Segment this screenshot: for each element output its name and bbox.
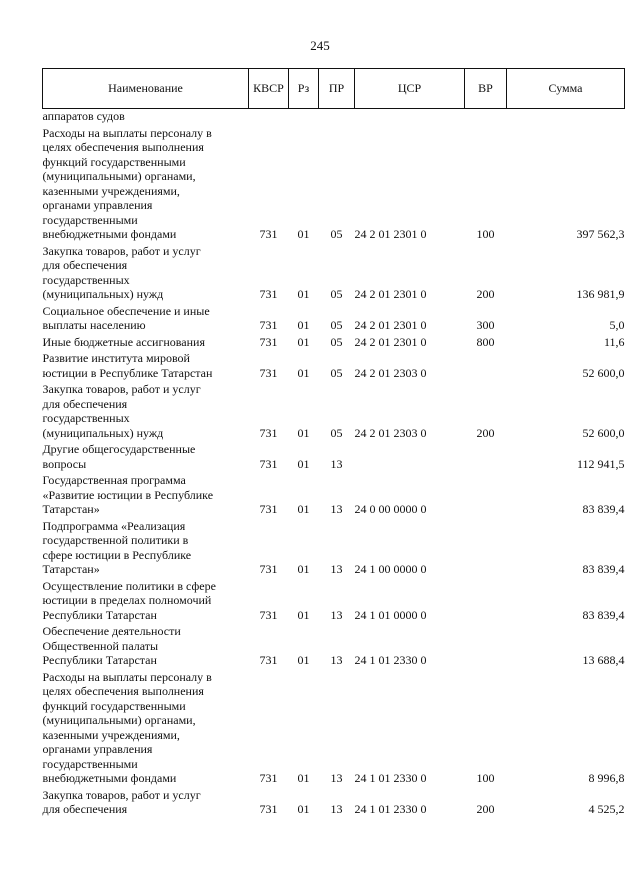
column-header-csr: ЦСР (355, 69, 465, 109)
rz-cell: 01 (297, 456, 310, 471)
name-line: органами управления (42, 198, 153, 212)
rz-cell: 01 (297, 287, 310, 301)
sum-cell: 83 839,4 (582, 502, 625, 516)
name-line: аппаратов судов (42, 109, 125, 123)
name-cell (43, 519, 249, 577)
name-cell (43, 788, 249, 817)
vr-cell (465, 442, 507, 471)
name-line: казенными учреждениями, (42, 727, 180, 742)
kvsr-cell: 731 (259, 562, 278, 576)
name-line: Республики Татарстан (42, 653, 157, 667)
name-cell (43, 579, 249, 623)
sum-cell: 112 941,5 (576, 456, 625, 471)
table-header-row (43, 69, 625, 109)
name-line: юстиции в пределах полномочий (42, 593, 212, 607)
kvsr-cell: 731 (259, 318, 278, 332)
table-row (43, 624, 625, 668)
kvsr-cell: 731 (259, 287, 278, 301)
vr-cell: 200 (476, 287, 495, 301)
column-header-rz: Рз (289, 69, 319, 109)
kvsr-cell: 731 (259, 227, 278, 241)
column-header-pr: ПР (319, 69, 355, 109)
name-line: юстиции в Республике Татарстан (42, 365, 213, 380)
rz-cell: 01 (297, 502, 310, 516)
rz-cell: 01 (297, 365, 310, 380)
vr-cell: 300 (476, 318, 495, 332)
name-cell (43, 351, 249, 380)
name-line: Татарстан» (42, 562, 100, 576)
csr-cell: 24 0 00 0000 0 (354, 502, 427, 516)
name-line: Социальное обеспечение и иные (42, 303, 210, 318)
column-header-vr: ВР (465, 69, 507, 109)
sum-cell: 13 688,4 (582, 653, 625, 667)
name-cell (43, 624, 249, 668)
table-row (43, 335, 625, 350)
sum-cell: 52 600,0 (582, 425, 625, 440)
name-line: для обеспечения (42, 258, 128, 272)
vr-cell: 100 (476, 227, 495, 241)
pr-cell: 05 (330, 318, 343, 332)
vr-cell (465, 519, 507, 577)
sum-cell: 136 981,9 (576, 287, 625, 301)
csr-cell: 24 2 01 2301 0 (354, 227, 427, 241)
table-row (43, 442, 625, 471)
name-line: функций государственными (42, 698, 186, 713)
sum-cell (507, 109, 625, 124)
name-cell (43, 442, 249, 471)
column-header-name: Наименование (43, 69, 249, 109)
kvsr-cell (249, 109, 289, 124)
pr-cell: 13 (330, 802, 343, 816)
sum-cell: 83 839,4 (582, 562, 625, 576)
csr-cell: 24 2 01 2301 0 (354, 334, 427, 349)
rz-cell: 01 (297, 653, 310, 667)
name-line: государственной политики в (42, 533, 189, 547)
rz-cell: 01 (297, 771, 310, 785)
table-row (43, 473, 625, 517)
name-line: (муниципальных) нужд (42, 425, 164, 440)
name-line: государственных (42, 411, 130, 425)
table-row (43, 519, 625, 577)
name-line: внебюджетными фондами (42, 771, 177, 785)
name-line: «Развитие юстиции в Республике (42, 487, 214, 502)
vr-cell (465, 624, 507, 668)
name-line: государственных (42, 272, 130, 287)
name-cell (43, 244, 249, 302)
table-row (43, 579, 625, 623)
name-cell (43, 304, 249, 333)
name-line: (муниципальными) органами, (42, 169, 196, 183)
budget-table (42, 68, 625, 817)
pr-cell: 05 (330, 287, 343, 301)
csr-cell: 24 1 01 2330 0 (354, 653, 427, 667)
name-line: целях обеспечения выполнения (42, 140, 204, 154)
name-line: Республики Татарстан (42, 607, 157, 622)
table-row (43, 788, 625, 817)
pr-cell: 05 (330, 425, 343, 440)
csr-cell: 24 2 01 2303 0 (354, 425, 427, 440)
name-line: Общественной палаты (42, 638, 159, 653)
kvsr-cell: 731 (259, 802, 278, 816)
csr-cell: 24 1 00 0000 0 (354, 562, 427, 576)
name-line: Иные бюджетные ассигнования (42, 334, 205, 349)
table-row (43, 351, 625, 380)
kvsr-cell: 731 (259, 502, 278, 516)
rz-cell: 01 (297, 562, 310, 576)
name-cell (43, 335, 249, 350)
name-line: выплаты населению (42, 318, 146, 332)
rz-cell: 01 (297, 607, 310, 622)
name-cell (43, 670, 249, 786)
name-line: Обеспечение деятельности (42, 624, 181, 638)
vr-cell (465, 579, 507, 623)
name-line: Закупка товаров, работ и услуг (42, 787, 201, 802)
csr-cell (355, 442, 465, 471)
pr-cell: 13 (330, 456, 343, 471)
table-body (43, 109, 625, 817)
name-line: внебюджетными фондами (42, 227, 177, 241)
sum-cell: 5,0 (609, 318, 625, 332)
name-line: для обеспечения (42, 396, 128, 411)
page-number: 245 (310, 38, 330, 53)
vr-cell (465, 473, 507, 517)
name-line: Подпрограмма «Реализация (42, 518, 186, 533)
table-row (43, 109, 625, 124)
csr-cell (355, 109, 465, 124)
sum-cell: 397 562,3 (576, 227, 625, 241)
sum-cell: 4 525,2 (588, 802, 625, 816)
name-line: целях обеспечения выполнения (42, 684, 204, 698)
name-line: Закупка товаров, работ и услуг (42, 382, 201, 396)
name-cell (43, 473, 249, 517)
pr-cell: 05 (330, 227, 343, 241)
name-line: Развитие института мировой (42, 351, 190, 365)
name-cell (43, 126, 249, 242)
pr-cell: 13 (330, 771, 343, 785)
pr-cell: 13 (330, 607, 343, 622)
name-line: Расходы на выплаты персоналу в (42, 125, 212, 140)
rz-cell: 01 (297, 318, 310, 332)
name-cell (43, 382, 249, 440)
pr-cell: 05 (330, 334, 343, 349)
table-row (43, 670, 625, 786)
name-line: (муниципальных) нужд (42, 287, 164, 301)
name-cell (43, 109, 249, 124)
table-row (43, 382, 625, 440)
kvsr-cell: 731 (259, 425, 278, 440)
name-line: государственными (42, 756, 138, 771)
pr-cell: 13 (330, 502, 343, 516)
csr-cell: 24 1 01 2330 0 (354, 771, 427, 785)
vr-cell (465, 109, 507, 124)
table-row (43, 126, 625, 242)
column-header-sum: Сумма (507, 69, 625, 109)
vr-cell (465, 351, 507, 380)
name-line: государственными (42, 212, 138, 227)
name-line: Расходы на выплаты персоналу в (42, 669, 212, 684)
name-line: сфере юстиции в Республике (42, 547, 192, 562)
rz-cell: 01 (297, 802, 310, 816)
pr-cell: 13 (330, 653, 343, 667)
csr-cell: 24 2 01 2303 0 (354, 365, 427, 380)
csr-cell: 24 2 01 2301 0 (354, 287, 427, 301)
name-line: казенными учреждениями, (42, 183, 180, 198)
name-line: вопросы (42, 456, 87, 471)
pr-cell (319, 109, 355, 124)
kvsr-cell: 731 (259, 456, 278, 471)
name-line: органами управления (42, 742, 153, 756)
rz-cell: 01 (297, 425, 310, 440)
column-header-kvsr: КВСР (249, 69, 289, 109)
sum-cell: 11,6 (603, 334, 625, 349)
kvsr-cell: 731 (259, 334, 278, 349)
name-line: Осуществление политики в сфере (42, 578, 216, 593)
rz-cell: 01 (297, 334, 310, 349)
csr-cell: 24 1 01 0000 0 (354, 607, 427, 622)
name-line: Государственная программа (42, 473, 186, 487)
rz-cell: 01 (297, 227, 310, 241)
table-row (43, 244, 625, 302)
kvsr-cell: 731 (259, 365, 278, 380)
name-line: (муниципальными) органами, (42, 713, 196, 727)
name-line: Другие общегосударственные (42, 442, 196, 456)
pr-cell: 05 (330, 365, 343, 380)
kvsr-cell: 731 (259, 653, 278, 667)
name-line: функций государственными (42, 154, 186, 169)
sum-cell: 83 839,4 (582, 607, 625, 622)
kvsr-cell: 731 (259, 607, 278, 622)
vr-cell: 800 (476, 334, 495, 349)
kvsr-cell: 731 (259, 771, 278, 785)
vr-cell: 200 (476, 802, 495, 816)
pr-cell: 13 (330, 562, 343, 576)
name-line: Татарстан» (42, 502, 100, 516)
vr-cell: 200 (476, 425, 495, 440)
name-line: для обеспечения (42, 802, 128, 816)
table-row (43, 304, 625, 333)
rz-cell (289, 109, 319, 124)
csr-cell: 24 2 01 2301 0 (354, 318, 427, 332)
vr-cell: 100 (476, 771, 495, 785)
sum-cell: 52 600,0 (582, 365, 625, 380)
sum-cell: 8 996,8 (588, 771, 625, 785)
csr-cell: 24 1 01 2330 0 (354, 802, 427, 816)
name-line: Закупка товаров, работ и услуг (42, 243, 201, 258)
